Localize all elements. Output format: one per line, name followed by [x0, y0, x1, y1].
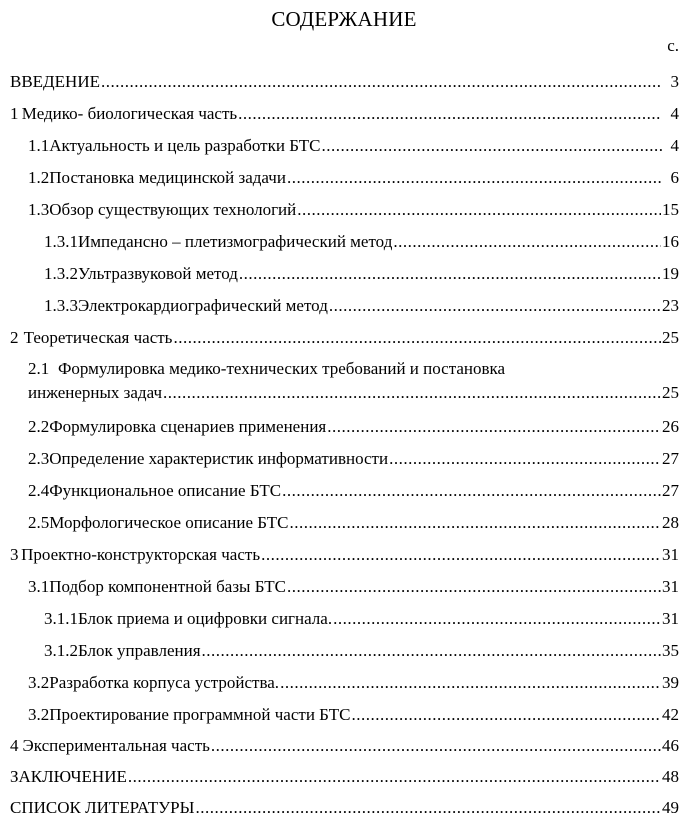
toc-entry-number: 1.3.2 — [44, 264, 78, 283]
toc-entry-section-1-3-1[interactable] — [44, 231, 679, 253]
toc-entry-page: 15 — [662, 200, 679, 219]
toc-entry-section-1-1[interactable] — [28, 135, 679, 157]
toc-leader-dots — [238, 103, 662, 125]
toc-entry-page: 6 — [670, 168, 679, 187]
toc-entry-text: Подбор компонентной базы БТС — [49, 577, 286, 596]
toc-entry-text: Экспериментальная часть — [22, 736, 210, 755]
toc-leader-dots — [389, 448, 661, 470]
toc-entry-page: 27 — [662, 449, 679, 468]
toc-entry-text: Медико- биологическая часть — [21, 104, 238, 123]
toc-entry-number: 1.3.1 — [44, 232, 78, 251]
toc-entry-text-continued: инженерных задач — [28, 383, 162, 402]
toc-entry-number: 2.5 — [28, 513, 50, 532]
toc-entry-text: Теоретическая часть — [23, 328, 173, 347]
toc-entry-page: 3 — [670, 72, 679, 91]
toc-entry-section-1[interactable] — [10, 103, 679, 125]
toc-entry-text: Постановка медицинской задачи — [49, 168, 286, 187]
toc-leader-dots — [297, 199, 661, 221]
toc-entry-text: Формулировка медико-технических требований и постановка — [58, 359, 506, 378]
toc-entry-section-1-3-3[interactable] — [44, 295, 679, 317]
toc-entry-number: 1.1 — [28, 136, 50, 155]
toc-leader-dots — [393, 231, 661, 253]
toc-entry-text: Блок управления — [78, 641, 201, 660]
toc-entry-section-1-3-2[interactable] — [44, 263, 679, 285]
toc-leader-dots — [128, 766, 661, 788]
toc-entry-page: 31 — [662, 577, 679, 596]
toc-entry-number: 2.2 — [28, 417, 50, 436]
toc-leader-dots — [280, 672, 661, 694]
toc-entry-section-1-2[interactable] — [28, 167, 679, 189]
toc-entry-page: 19 — [662, 264, 679, 283]
toc-entry-text: Обзор существующих технологий — [49, 200, 297, 219]
toc-entry-page: 26 — [662, 417, 679, 436]
toc-entry-section-2-5[interactable] — [28, 512, 679, 534]
toc-entry-page: 31 — [662, 609, 679, 628]
toc-entry-number: 3 — [10, 545, 19, 564]
toc-leader-dots — [101, 71, 662, 93]
page-title: СОДЕРЖАНИЕ — [271, 7, 417, 31]
toc-entry-page: 27 — [662, 481, 679, 500]
toc-entry-page: 4 — [670, 136, 679, 155]
toc-entry-conclusion[interactable] — [10, 766, 679, 788]
toc-entry-text: Определение характеристик информативности — [49, 449, 389, 468]
toc-entry-text: Импедансно – плетизмографический метод — [78, 232, 393, 251]
toc-entry-text: Проектно-конструкторская часть — [21, 545, 261, 564]
toc-entry-page: 4 — [670, 104, 679, 123]
toc-entry-references[interactable] — [10, 797, 679, 819]
toc-entry-page: 25 — [662, 383, 679, 402]
toc-entry-number: 1.3 — [28, 200, 50, 219]
toc-leader-dots — [163, 381, 661, 405]
toc-entry-page: 48 — [662, 767, 679, 786]
toc-leader-dots — [287, 576, 661, 598]
toc-leader-dots — [333, 608, 661, 630]
toc-leader-dots — [351, 704, 661, 726]
toc-leader-dots — [327, 416, 661, 438]
toc-entry-number: 3.1.1 — [44, 609, 78, 628]
toc-leader-dots — [282, 480, 661, 502]
toc-entry-page: 31 — [662, 545, 679, 564]
toc-entry-text: Функциональное описание БТС — [49, 481, 282, 500]
toc-entry-number: 2.3 — [28, 449, 50, 468]
toc-leader-dots — [202, 640, 661, 662]
toc-leader-dots — [287, 167, 662, 189]
toc-leader-dots — [290, 512, 662, 534]
toc-entry-number: 3.1 — [28, 577, 50, 596]
toc-leader-dots — [329, 295, 661, 317]
toc-entry-number: 1 — [10, 104, 19, 123]
toc-entry-section-2[interactable] — [10, 327, 679, 349]
toc-entry-section-2-4[interactable] — [28, 480, 679, 502]
toc-entry-section-3[interactable] — [10, 544, 679, 566]
toc-entry-text: Электрокардиографический метод — [78, 296, 328, 315]
toc-entry-section-4[interactable] — [10, 735, 679, 757]
toc-entry-section-3-1-1[interactable] — [44, 608, 679, 630]
toc-entry-section-2-1[interactable] — [28, 357, 679, 405]
toc-leader-dots — [261, 544, 661, 566]
toc-entry-page: 46 — [662, 736, 679, 755]
toc-entry-page: 49 — [662, 798, 679, 817]
toc-entry-text: СПИСОК ЛИТЕРАТУРЫ — [10, 798, 195, 817]
toc-entry-section-2-3[interactable] — [28, 448, 679, 470]
toc-entry-section-1-3[interactable] — [28, 199, 679, 221]
toc-entry-section-3-2-casing[interactable] — [28, 672, 679, 694]
toc-entry-number: 1.2 — [28, 168, 50, 187]
toc-entry-text: Формулировка сценариев применения — [49, 417, 327, 436]
page-column-header: с. — [667, 36, 679, 55]
toc-entry-page: 25 — [662, 328, 679, 347]
toc-entry-section-3-1-2[interactable] — [44, 640, 679, 662]
toc-entry-page: 23 — [662, 296, 679, 315]
toc-entry-text: Морфологическое описание БТС — [49, 513, 289, 532]
toc-entry-text: Разработка корпуса устройства. — [49, 673, 280, 692]
toc-entry-number: 2 — [10, 328, 19, 347]
toc-entry-number: 2.4 — [28, 481, 50, 500]
toc-leader-dots — [195, 797, 661, 819]
toc-leader-dots — [211, 735, 661, 757]
toc-entry-page: 42 — [662, 705, 679, 724]
toc-entry-page: 28 — [662, 513, 679, 532]
toc-entry-number: 2.1 — [28, 359, 50, 378]
toc-entry-text: ВВЕДЕНИЕ — [10, 72, 100, 91]
toc-entry-section-3-2-software[interactable] — [28, 704, 679, 726]
toc-entry-section-2-2[interactable] — [28, 416, 679, 438]
toc-entry-text: Проектирование программной части БТС — [49, 705, 351, 724]
toc-entry-text: ЗАКЛЮЧЕНИЕ — [10, 767, 127, 786]
toc-entry-introduction[interactable] — [10, 71, 679, 93]
toc-entry-page: 39 — [662, 673, 679, 692]
toc-entry-number: 1.3.3 — [44, 296, 78, 315]
toc-entry-number: 4 — [10, 736, 19, 755]
toc-leader-dots — [239, 263, 661, 285]
toc-leader-dots — [173, 327, 661, 349]
toc-entry-number: 3.2 — [28, 673, 50, 692]
toc-entry-number: 3.2 — [28, 705, 50, 724]
toc-entry-section-3-1[interactable] — [28, 576, 679, 598]
toc-leader-dots — [321, 135, 662, 157]
toc-entry-text: Актуальность и цель разработки БТС — [49, 136, 321, 155]
toc-entry-text: Ультразвуковой метод — [78, 264, 238, 283]
toc-entry-page: 35 — [662, 641, 679, 660]
toc-entry-page: 16 — [662, 232, 679, 251]
toc-entry-text: Блок приема и оцифровки сигнала. — [78, 609, 333, 628]
toc-entry-number: 3.1.2 — [44, 641, 78, 660]
